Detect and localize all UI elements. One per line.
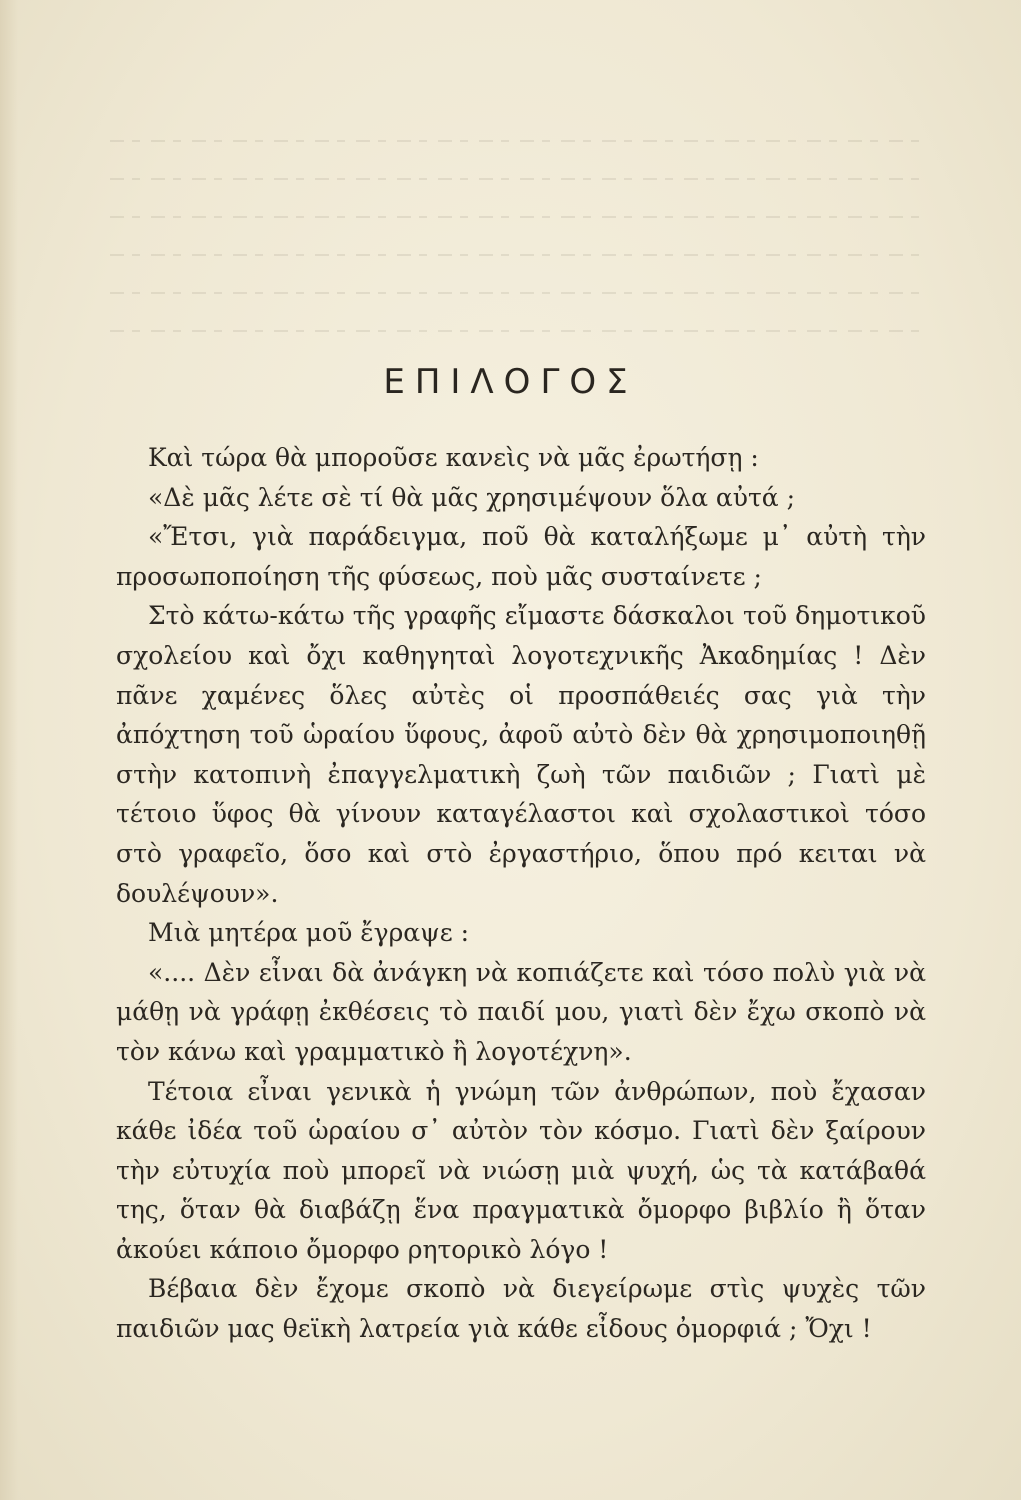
paragraph: Καὶ τώρα θὰ μποροῦσε κανεὶς νὰ μᾶς ἐρωτήσῃ : [148, 443, 759, 472]
chapter-heading: ΕΠΙΛΟΓΟΣ [383, 362, 638, 402]
paragraph: Στὸ κάτω-κάτω τῆς γραφῆς εἴμαστε δάσκαλοι τοῦ δημοτικοῦ σχολείου καὶ ὄχι καθηγηταὶ λογοτεχνικῆς Ἀκαδημίας ! Δὲν πᾶνε χαμένες ὅλες αὐτὲς οἱ προσπάθειές σας γιὰ τὴν ἀπόχτηση τοῦ ὡραίου ὕφους, ἀφοῦ αὐτὸ δὲν θὰ χρησιμοποιηθῇ στὴν κατοπινὴ ἐπαγγελματικὴ ζωὴ τῶν παιδιῶν ; Γιατὶ μὲ τέτοιο ὕφος θὰ γίνουν καταγέλαστοι καὶ σχολαστικοὶ τόσο στὸ γραφεῖο, ὅσο καὶ στὸ ἐργαστήριο, ὅπου πρό κειται νὰ δουλέψουν». [116, 601, 926, 908]
paragraph: Βέβαια δὲν ἔχομε σκοπὸ νὰ διεγείρωμε στὶς ψυχὲς τῶν παιδιῶν μας θεϊκὴ λατρεία γιὰ κάθε εἶδους ὀμορφιά ; Ὄχι ! [116, 1274, 926, 1344]
show-through-text [110, 140, 930, 390]
paragraph: «.... Δὲν εἶναι δὰ ἀνάγκη νὰ κοπιάζετε καὶ τόσο πολὺ γιὰ νὰ μάθῃ νὰ γράφῃ ἐκθέσεις τὸ παιδί μου, γιατὶ δὲν ἔχω σκοπὸ νὰ τὸν κάνω καὶ γραμματικὸ ἢ λογοτέχνη». [116, 957, 926, 1066]
body-text [116, 438, 926, 1349]
paragraph: «Δὲ μᾶς λέτε σὲ τί θὰ μᾶς χρησιμέψουν ὅλα αὐτά ; [148, 482, 796, 512]
paragraph: Τέτοια εἶναι γενικὰ ἡ γνώμη τῶν ἀνθρώπων, ποὺ ἔχασαν κάθε ἰδέα τοῦ ὡραίου σ᾽ αὐτὸν τὸν κόσμο. Γιατὶ δὲν ξαίρουν τὴν εὐτυχία ποὺ μπορεῖ νὰ νιώσῃ μιὰ ψυχή, ὡς τὰ κατάβαθά της, ὅταν θὰ διαβάζῃ ἕνα πραγματικὰ ὄμορφο βιβλίο ἢ ὅταν ἀκούει κάποιο ὄμορφο ρητορικὸ λόγο ! [116, 1076, 926, 1264]
paragraph: Μιὰ μητέρα μοῦ ἔγραψε : [148, 918, 470, 948]
page-edge-shadow [0, 0, 18, 1500]
paragraph: «Ἔτσι, γιὰ παράδειγμα, ποῦ θὰ καταλήξωμε μ᾽ αὐτὴ τὴν προσωποποίηση τῆς φύσεως, ποὺ μᾶς συσταίνετε ; [116, 522, 926, 591]
